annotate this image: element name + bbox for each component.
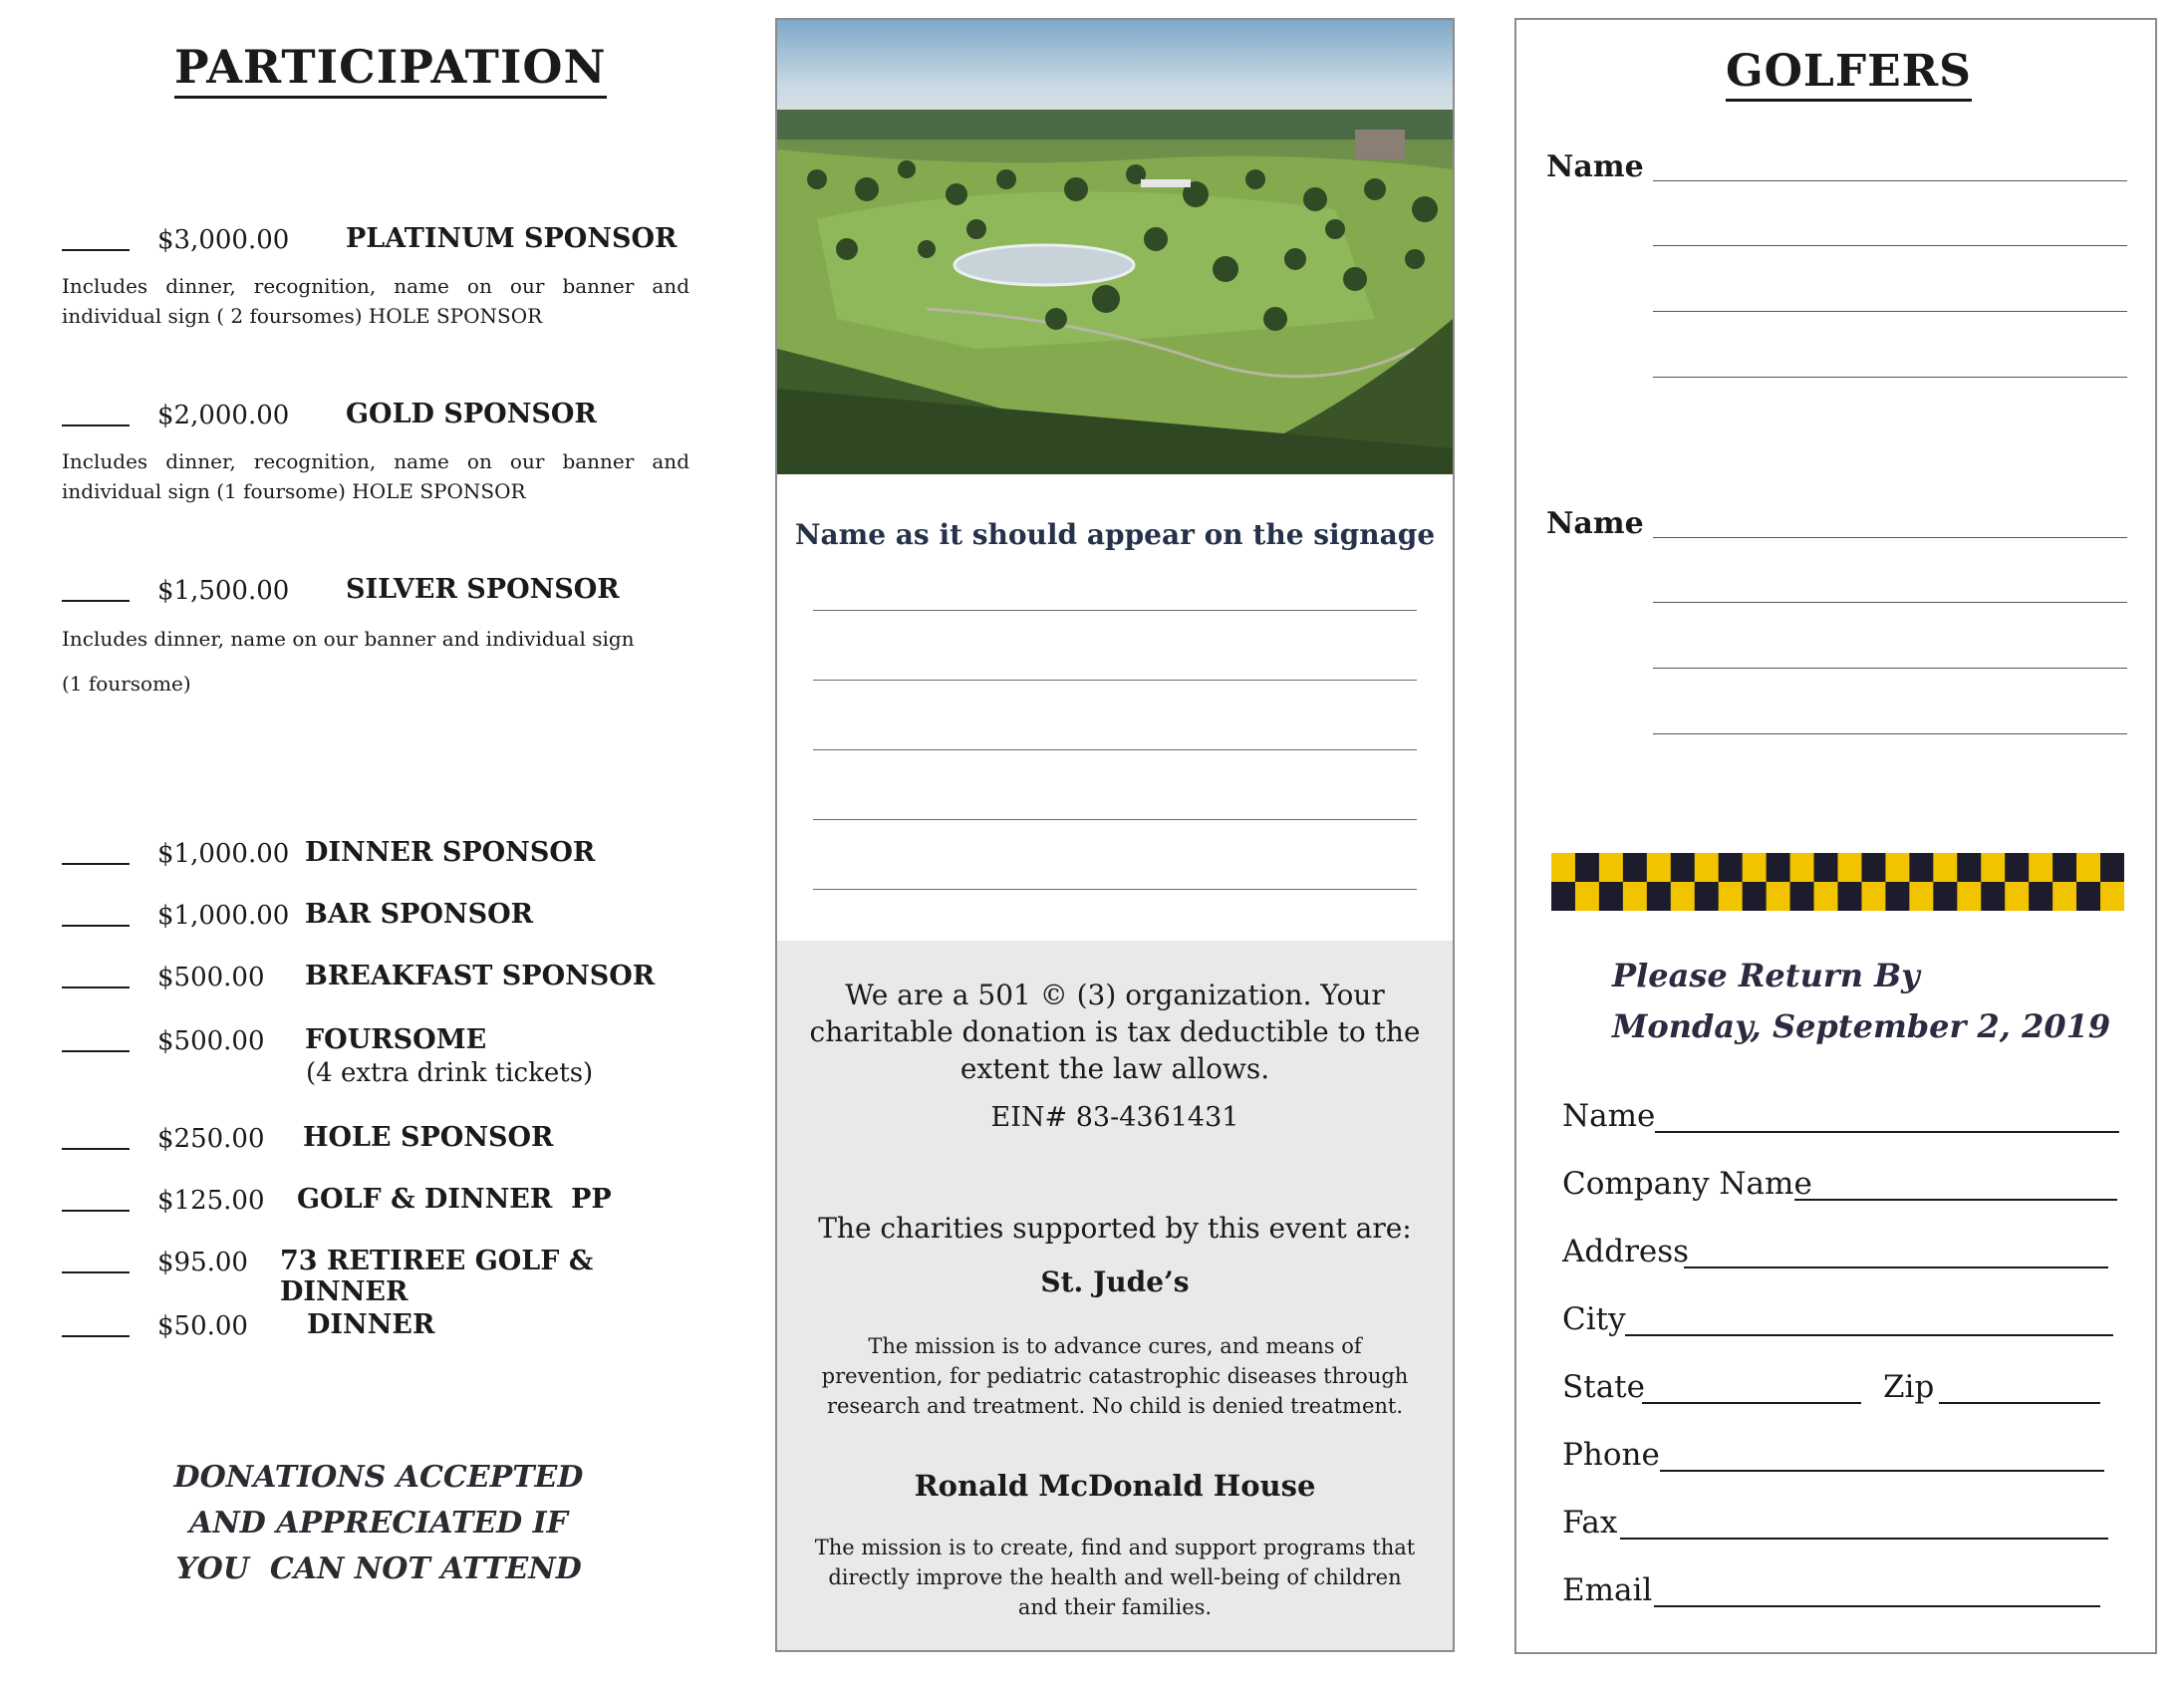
charity-name-rmh: Ronald McDonald House xyxy=(914,1469,1316,1503)
item-price: $1,000.00 xyxy=(157,901,290,931)
checker-square xyxy=(1981,882,2005,911)
checker-square xyxy=(1743,853,1767,883)
phone-line[interactable] xyxy=(1660,1470,2104,1472)
checker-square xyxy=(1671,882,1695,911)
checkbox-line[interactable] xyxy=(62,1271,130,1273)
checkbox-line[interactable] xyxy=(62,925,130,927)
checker-square xyxy=(1623,882,1647,911)
tier-gold xyxy=(62,397,699,503)
checker-square xyxy=(1909,853,1933,883)
item-retiree xyxy=(62,1244,699,1307)
checker-square xyxy=(1838,882,1862,911)
participation-panel xyxy=(0,0,747,1686)
golfer-line[interactable] xyxy=(1653,311,2127,312)
checkbox-line[interactable] xyxy=(62,424,130,426)
item-price: $1,000.00 xyxy=(157,839,290,869)
checker-square xyxy=(1575,882,1599,911)
signage-panel xyxy=(775,18,1455,1652)
golfer-line[interactable] xyxy=(1653,733,2127,734)
checker-square xyxy=(2100,882,2124,911)
golfer-line[interactable] xyxy=(1653,668,2127,669)
signage-line[interactable] xyxy=(813,610,1417,611)
fax-label: Fax xyxy=(1562,1505,1618,1541)
checker-square xyxy=(2076,882,2100,911)
checker-square xyxy=(1719,882,1743,911)
item-price: $500.00 xyxy=(157,1026,265,1056)
ein-number: EIN# 83-4361431 xyxy=(990,1102,1239,1133)
donations-note xyxy=(149,1455,608,1592)
item-price: $500.00 xyxy=(157,963,265,992)
checker-square xyxy=(1814,882,1838,911)
item-name: HOLE SPONSOR xyxy=(303,1122,554,1153)
phone-label: Phone xyxy=(1562,1437,1660,1473)
tier-description: Includes dinner, name on our banner and individual sign xyxy=(62,627,635,651)
checkbox-line[interactable] xyxy=(62,1335,130,1337)
golfer-name-label: Name xyxy=(1546,506,1644,541)
charities-intro: The charities supported by this event are: xyxy=(818,1212,1412,1245)
checker-square xyxy=(1861,853,1885,883)
checker-square xyxy=(1743,882,1767,911)
tier-name: SILVER SPONSOR xyxy=(346,574,620,605)
tier-price: $3,000.00 xyxy=(157,225,290,255)
checker-square xyxy=(1909,882,1933,911)
city-label: City xyxy=(1562,1301,1626,1337)
item-dinner xyxy=(62,1307,699,1347)
item-breakfast-sponsor xyxy=(62,959,699,998)
participation-title: PARTICIPATION xyxy=(174,40,607,99)
checker-square xyxy=(1551,853,1575,883)
donations-line: DONATIONS ACCEPTED xyxy=(173,1460,584,1495)
item-name: BAR SPONSOR xyxy=(305,899,534,930)
item-name: FOURSOME xyxy=(305,1024,487,1055)
golfer-name-label: Name xyxy=(1546,149,1644,184)
item-name: DINNER SPONSOR xyxy=(305,837,596,868)
foursome-note: (4 extra drink tickets) xyxy=(306,1058,594,1088)
email-label: Email xyxy=(1562,1572,1653,1608)
state-zip-row xyxy=(1562,1369,2120,1409)
org-statement: We are a 501 © (3) organization. Your charitable donation is tax deductible to the extent the law allows. xyxy=(809,979,1421,1085)
signage-line[interactable] xyxy=(813,819,1417,820)
contact-name-label: Name xyxy=(1562,1098,1656,1134)
fax-row xyxy=(1562,1505,2120,1545)
checkbox-line[interactable] xyxy=(62,600,130,602)
checker-square xyxy=(1647,882,1671,911)
golfers-title: GOLFERS xyxy=(1726,46,1972,102)
checker-square xyxy=(1885,882,1909,911)
item-name: DINNER xyxy=(307,1309,435,1340)
golfer-line[interactable] xyxy=(1653,537,2127,538)
checker-square xyxy=(1767,853,1790,883)
checker-square xyxy=(1623,853,1647,883)
golfer-line[interactable] xyxy=(1653,602,2127,603)
checker-square xyxy=(1957,853,1981,883)
checker-square xyxy=(1861,882,1885,911)
email-row xyxy=(1562,1572,2120,1612)
checker-square xyxy=(1719,853,1743,883)
city-row xyxy=(1562,1301,2120,1341)
checker-square xyxy=(1885,853,1909,883)
golfer-line[interactable] xyxy=(1653,245,2127,246)
tier-price: $1,500.00 xyxy=(157,576,290,606)
checker-square xyxy=(1671,853,1695,883)
tier-silver xyxy=(62,572,699,696)
golfer-line[interactable] xyxy=(1653,377,2127,378)
tier-description: Includes dinner, recognition, name on our banner and individual sign ( 2 foursomes) HOLE SPONSOR xyxy=(62,274,689,328)
city-line[interactable] xyxy=(1625,1334,2113,1336)
signage-line[interactable] xyxy=(813,749,1417,750)
checker-square xyxy=(1957,882,1981,911)
tier-description-extra: (1 foursome) xyxy=(62,672,191,696)
item-name: GOLF & DINNER PP xyxy=(297,1184,612,1215)
address-row xyxy=(1562,1234,2120,1273)
checker-square xyxy=(1838,853,1862,883)
checker-square xyxy=(1790,882,1814,911)
checkbox-line[interactable] xyxy=(62,863,130,865)
info-section xyxy=(777,941,1453,1650)
checkbox-line[interactable] xyxy=(62,1210,130,1212)
company-line[interactable] xyxy=(1794,1199,2117,1201)
checker-square xyxy=(1814,853,1838,883)
company-row xyxy=(1562,1166,2120,1206)
signage-line[interactable] xyxy=(813,680,1417,681)
checkbox-line[interactable] xyxy=(62,249,130,251)
zip-label: Zip xyxy=(1883,1369,1935,1405)
golfer-line[interactable] xyxy=(1653,180,2127,181)
item-hole-sponsor xyxy=(62,1120,699,1160)
tier-price: $2,000.00 xyxy=(157,401,290,430)
charity-name-st-judes: St. Jude’s xyxy=(1040,1265,1190,1298)
contact-name-row xyxy=(1562,1098,2120,1138)
checker-square xyxy=(1695,853,1719,883)
checker-square xyxy=(1790,853,1814,883)
return-by xyxy=(1612,951,2110,1052)
checkbox-line[interactable] xyxy=(62,1148,130,1150)
golfers-panel xyxy=(1514,18,2157,1654)
checkbox-line[interactable] xyxy=(62,986,130,988)
company-label: Company Name xyxy=(1562,1166,1812,1202)
checker-square xyxy=(2076,853,2100,883)
charity-mission-rmh: The mission is to create, find and support programs that directly improve the health and well-being of children and their families. xyxy=(814,1536,1416,1619)
checker-square xyxy=(1981,853,2005,883)
zip-line[interactable] xyxy=(1939,1402,2100,1404)
tier-platinum xyxy=(62,221,699,328)
item-price: $95.00 xyxy=(157,1248,248,1277)
signage-line[interactable] xyxy=(813,889,1417,890)
checker-square xyxy=(2005,882,2029,911)
checker-square xyxy=(1933,853,1957,883)
address-label: Address xyxy=(1562,1234,1690,1269)
item-price: $125.00 xyxy=(157,1186,265,1216)
email-line[interactable] xyxy=(1654,1605,2100,1607)
checker-square xyxy=(1599,853,1623,883)
state-label: State xyxy=(1562,1369,1645,1405)
checker-square xyxy=(2029,882,2052,911)
checker-square xyxy=(2052,853,2076,883)
phone-row xyxy=(1562,1437,2120,1477)
checker-square xyxy=(1647,853,1671,883)
checkered-flag-banner xyxy=(1551,853,2124,911)
state-line[interactable] xyxy=(1642,1402,1861,1404)
fax-line[interactable] xyxy=(1620,1538,2108,1540)
tier-name: PLATINUM SPONSOR xyxy=(346,223,678,254)
item-dinner-sponsor xyxy=(62,835,699,875)
checker-square xyxy=(1551,882,1575,911)
golf-course-image xyxy=(777,20,1453,474)
checker-square xyxy=(1695,882,1719,911)
item-name: 73 RETIREE GOLF & DINNER xyxy=(280,1246,594,1307)
item-foursome xyxy=(62,1022,699,1062)
checker-square xyxy=(2052,882,2076,911)
checker-square xyxy=(1933,882,1957,911)
signage-title: Name as it should appear on the signage xyxy=(794,518,1436,551)
checker-square xyxy=(1575,853,1599,883)
checker-square xyxy=(2005,853,2029,883)
item-golf-dinner xyxy=(62,1182,699,1222)
tier-description: Includes dinner, recognition, name on our banner and individual sign (1 foursome) HOLE SPONSOR xyxy=(62,449,689,503)
item-price: $250.00 xyxy=(157,1124,265,1154)
checker-square xyxy=(1767,882,1790,911)
item-bar-sponsor xyxy=(62,897,699,937)
checker-square xyxy=(2029,853,2052,883)
contact-name-line[interactable] xyxy=(1655,1131,2119,1133)
address-line[interactable] xyxy=(1684,1266,2108,1268)
golf-course-photo xyxy=(777,20,1453,474)
donations-line: YOU CAN NOT ATTEND xyxy=(175,1551,582,1586)
donations-line: AND APPRECIATED IF xyxy=(189,1506,568,1541)
item-price: $50.00 xyxy=(157,1311,248,1341)
return-line-1: Please Return By xyxy=(1612,957,1920,994)
return-line-2: Monday, September 2, 2019 xyxy=(1612,1007,2111,1045)
item-name: BREAKFAST SPONSOR xyxy=(305,961,656,991)
checkbox-line[interactable] xyxy=(62,1050,130,1052)
tier-name: GOLD SPONSOR xyxy=(346,399,597,429)
checker-square xyxy=(2100,853,2124,883)
checker-square xyxy=(1599,882,1623,911)
charity-mission-st-judes: The mission is to advance cures, and means of prevention, for pediatric catastrophic diseases through research and treatment. No child is denied treatment. xyxy=(821,1334,1409,1418)
